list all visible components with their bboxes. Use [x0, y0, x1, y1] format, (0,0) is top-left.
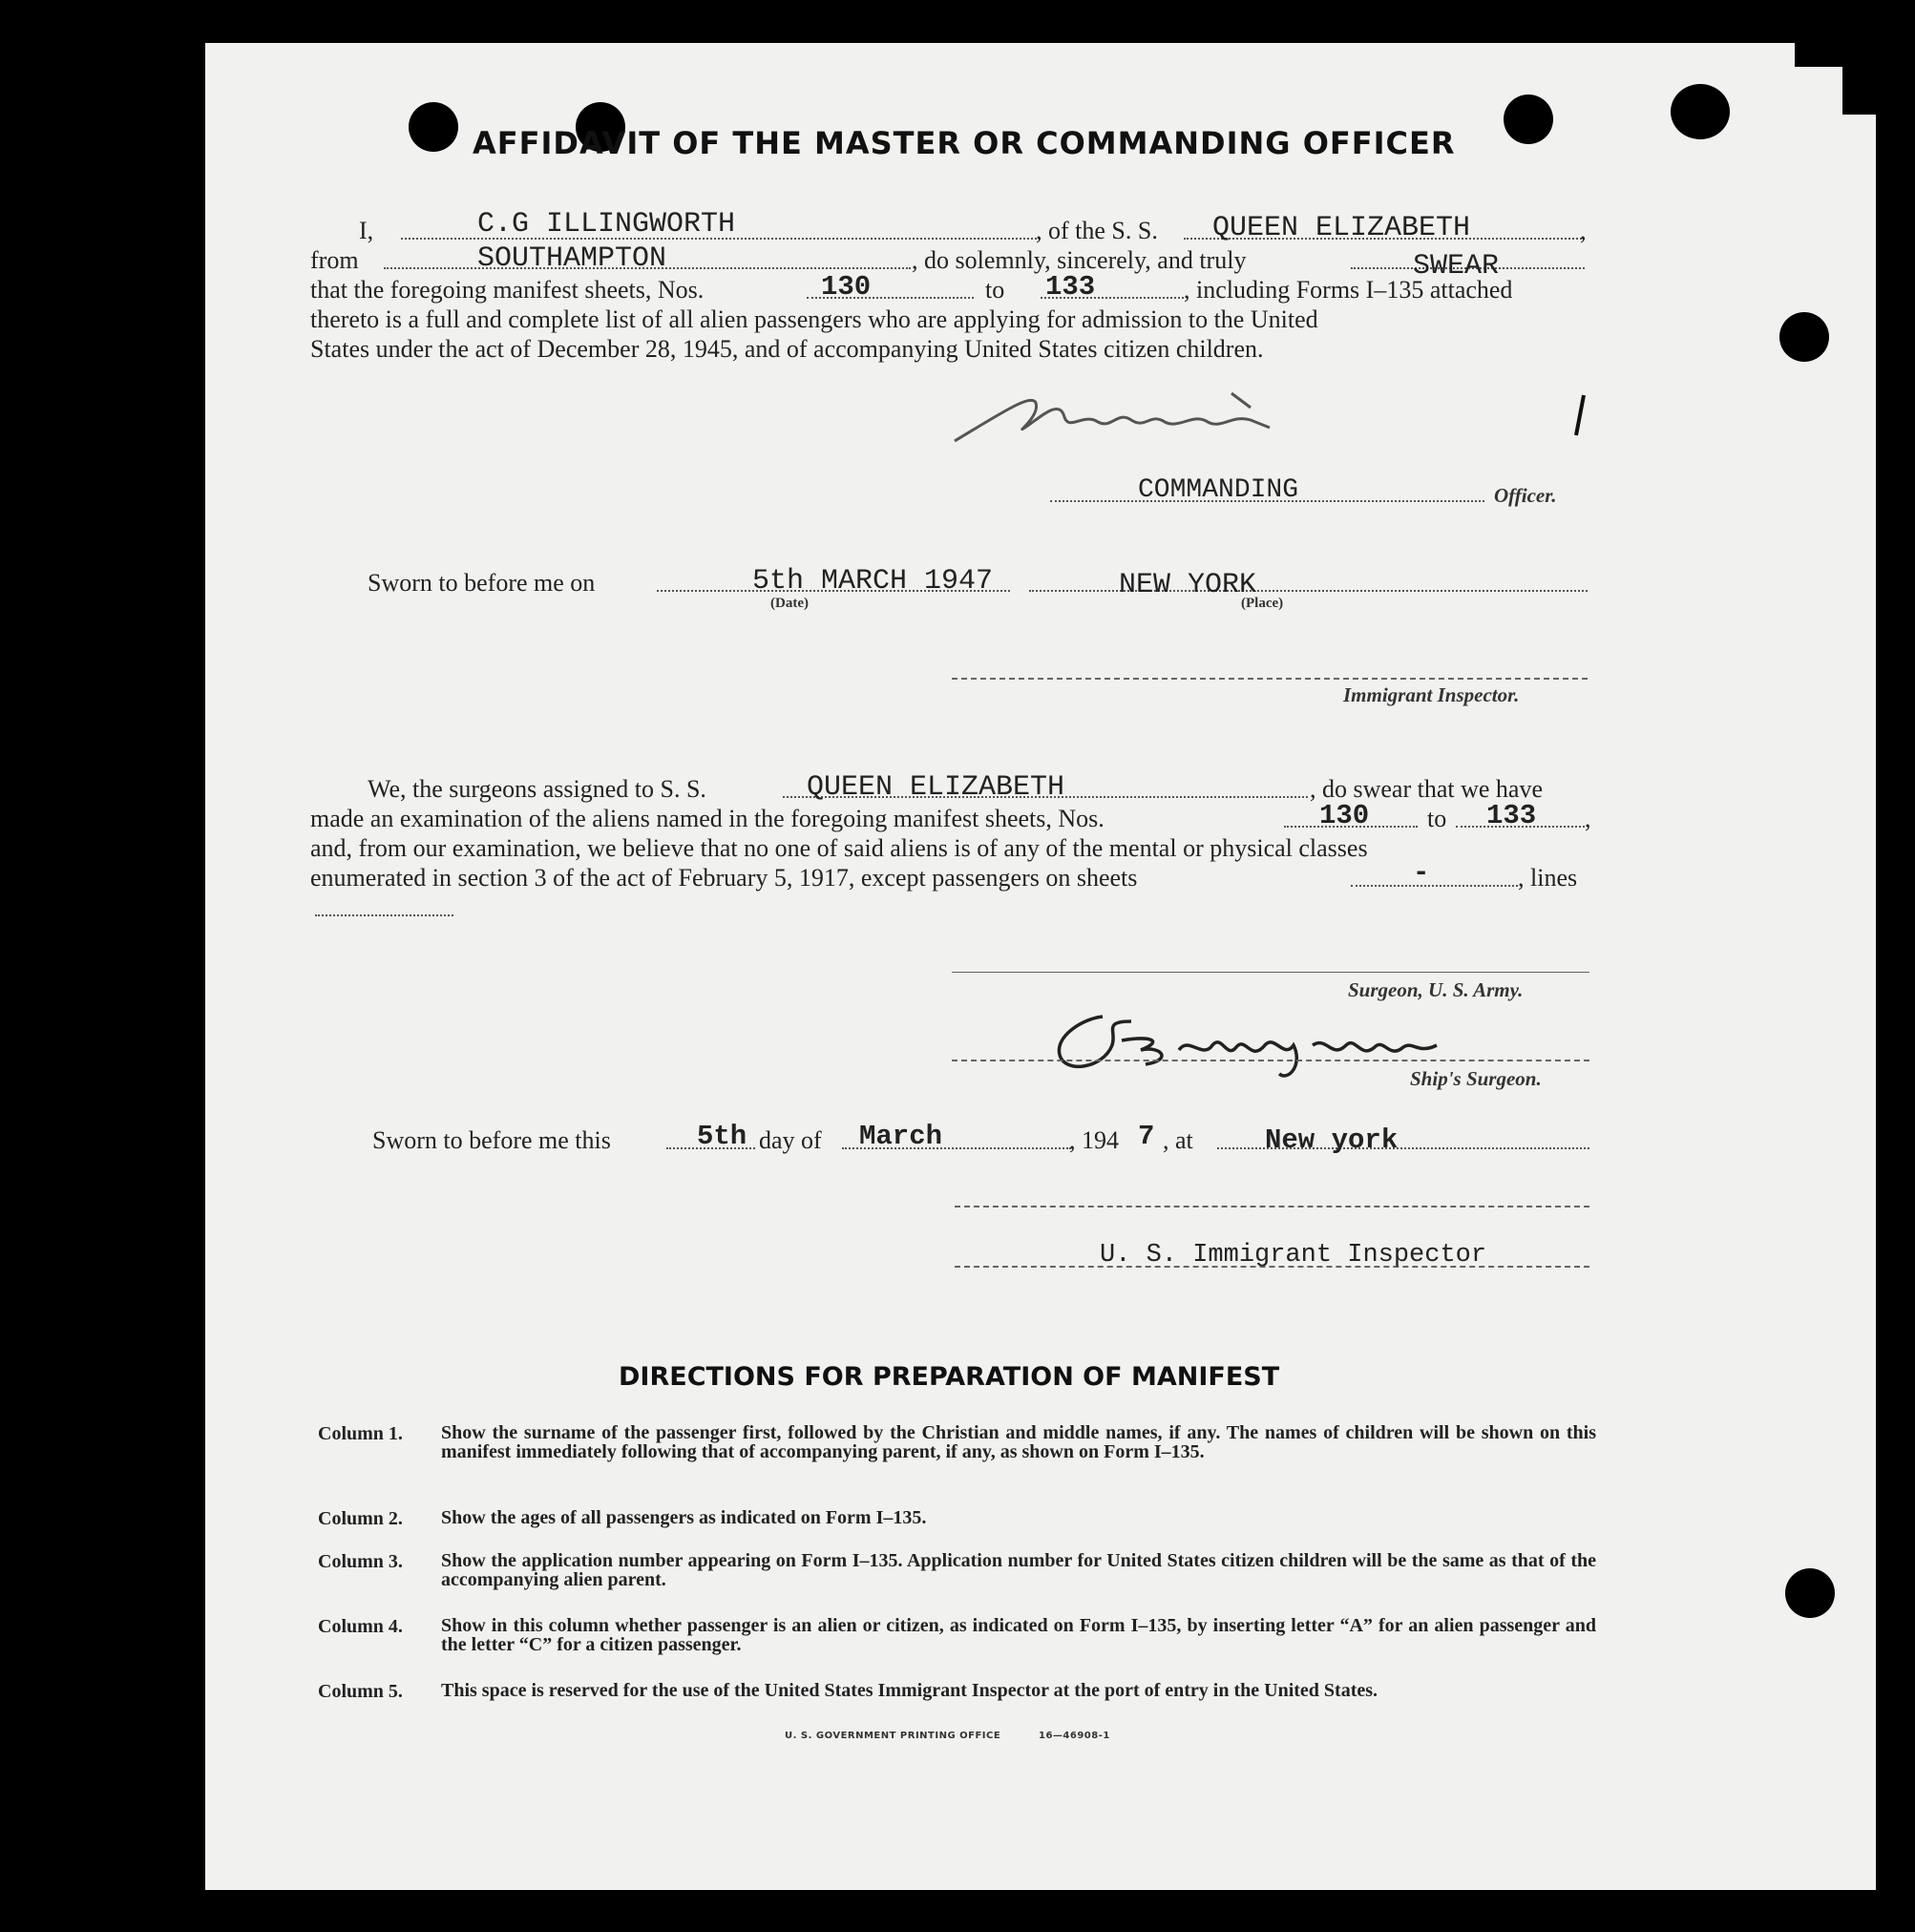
inspector2-sign-line — [955, 1206, 1589, 1208]
manifest-line-a: that the foregoing manifest sheets, Nos. — [310, 276, 705, 304]
column-5-label: Column 5. — [318, 1681, 403, 1702]
sworn2-label: Sworn to before me this — [372, 1126, 611, 1154]
of-ship-label: , of the S. S. — [1036, 217, 1158, 244]
solemnly-text: , do solemnly, sincerely, and truly — [912, 246, 1247, 274]
column-4-text: Show in this column whether passenger is an alien or citizen, as indicated on Form I–135, by inserting letter “A” for an alien passenger and the letter “C” for a citizen passenger. — [441, 1615, 1596, 1655]
inspector2-label: U. S. Immigrant Inspector — [1100, 1241, 1487, 1270]
sworn2-place: New york — [1265, 1124, 1399, 1156]
ship-surgeon-label: Ship's Surgeon. — [1410, 1067, 1542, 1090]
day-of-label: day of — [759, 1126, 822, 1154]
punch-hole-4 — [1671, 84, 1730, 139]
officer-rank: COMMANDING — [1138, 475, 1299, 505]
sworn1-date: 5th MARCH 1947 — [752, 565, 994, 598]
to-label-1: to — [985, 276, 1005, 304]
directions-title: DIRECTIONS FOR PREPARATION OF MANIFEST — [619, 1362, 1280, 1392]
surgeons-sheet-from: 130 — [1319, 800, 1370, 831]
from-label: from — [310, 246, 359, 274]
sheet-from: 130 — [821, 271, 872, 303]
place-caption: (Place) — [1241, 596, 1284, 611]
surgeons-line1-a: We, the surgeons assigned to S. S. — [368, 775, 706, 803]
army-surgeon-label: Surgeon, U. S. Army. — [1348, 978, 1524, 1001]
manifest-line-4: thereto is a full and complete list of all alien passengers who are applying for admission to the United — [310, 305, 1318, 333]
at-label: , at — [1163, 1126, 1193, 1154]
master-ship: QUEEN ELIZABETH — [1212, 212, 1471, 244]
sworn2-month: March — [859, 1121, 943, 1152]
tick-mark — [1570, 393, 1589, 437]
exception-line — [1351, 885, 1518, 887]
comma-1: , — [1580, 217, 1587, 244]
column-1-label: Column 1. — [318, 1423, 403, 1444]
intro-i: I, — [359, 217, 374, 244]
sworn2-day: 5th — [697, 1121, 747, 1152]
punch-hole-6 — [1785, 1568, 1835, 1618]
printer-line: U. S. GOVERNMENT PRINTING OFFICE — [785, 1731, 1001, 1741]
column-4-label: Column 4. — [318, 1616, 403, 1637]
surgeons-sheet-to: 133 — [1486, 800, 1537, 831]
punch-hole-5 — [1779, 312, 1829, 362]
surgeons-line4-a: enumerated in section 3 of the act of February 5, 1917, except passengers on sheets — [310, 864, 1138, 892]
master-signature — [945, 374, 1308, 451]
lines-continuation — [315, 914, 453, 916]
master-name: C.G ILLINGWORTH — [477, 208, 736, 241]
surgeons-line1-b: , do swear that we have — [1310, 775, 1544, 803]
column-3-text: Show the application number appearing on Form I–135. Application number for United States citizen children will be the same as that of the accompanying alien parent. — [441, 1550, 1596, 1590]
column-3-label: Column 3. — [318, 1551, 403, 1572]
punch-hole-1 — [409, 102, 458, 152]
surgeons-line3: and, from our examination, we believe that no one of said aliens is of any of the mental or physical classes — [310, 834, 1368, 862]
sheet-to: 133 — [1045, 271, 1096, 303]
sworn1-label: Sworn to before me on — [368, 569, 596, 597]
surgeons-line4-b: , lines — [1518, 864, 1578, 892]
army-surgeon-line — [952, 972, 1589, 973]
manifest-line-5: States under the act of December 28, 1945, and of accompanying United States citizen children. — [310, 335, 1264, 363]
year-prefix: , 194 — [1069, 1126, 1119, 1154]
year-digit: 7 — [1138, 1121, 1155, 1152]
inspector1-line — [952, 678, 1588, 680]
exception-value: - — [1413, 857, 1430, 889]
date-caption: (Date) — [770, 596, 809, 611]
oath-word: SWEAR — [1413, 250, 1500, 283]
column-2-text: Show the ages of all passengers as indicated on Form I–135. — [441, 1507, 927, 1528]
sworn1-place-line — [1029, 590, 1588, 592]
column-5-text: This space is reserved for the use of the United States Immigrant Inspector at the port of entry in the United States. — [441, 1680, 1378, 1701]
comma-2: , — [1585, 805, 1591, 832]
affidavit-title: AFFIDAVIT OF THE MASTER OR COMMANDING OFFICER — [473, 125, 1456, 161]
form-code: 16—46908-1 — [1039, 1731, 1110, 1741]
surgeons-line2-a: made an examination of the aliens named in the foregoing manifest sheets, Nos. — [310, 805, 1105, 832]
sworn1-place: NEW YORK — [1119, 569, 1257, 601]
manifest-line-b: , including Forms I–135 attached — [1184, 276, 1513, 304]
from-port: SOUTHAMPTON — [477, 242, 667, 275]
punch-hole-3 — [1504, 94, 1553, 144]
officer-label: Officer. — [1494, 484, 1557, 507]
column-2-label: Column 2. — [318, 1508, 403, 1529]
surgeons-ship: QUEEN ELIZABETH — [807, 771, 1065, 804]
torn-corner-2 — [1842, 38, 1881, 115]
inspector1-label: Immigrant Inspector. — [1343, 683, 1520, 706]
ship-surgeon-line — [952, 1060, 1589, 1061]
to-label-2: to — [1427, 805, 1447, 832]
column-1-text: Show the surname of the passenger first, followed by the Christian and middle names, if any. The names of children will be shown on this manifest immediately following that of accompanying parent, if any, as shown on Form I–135. — [441, 1422, 1596, 1462]
